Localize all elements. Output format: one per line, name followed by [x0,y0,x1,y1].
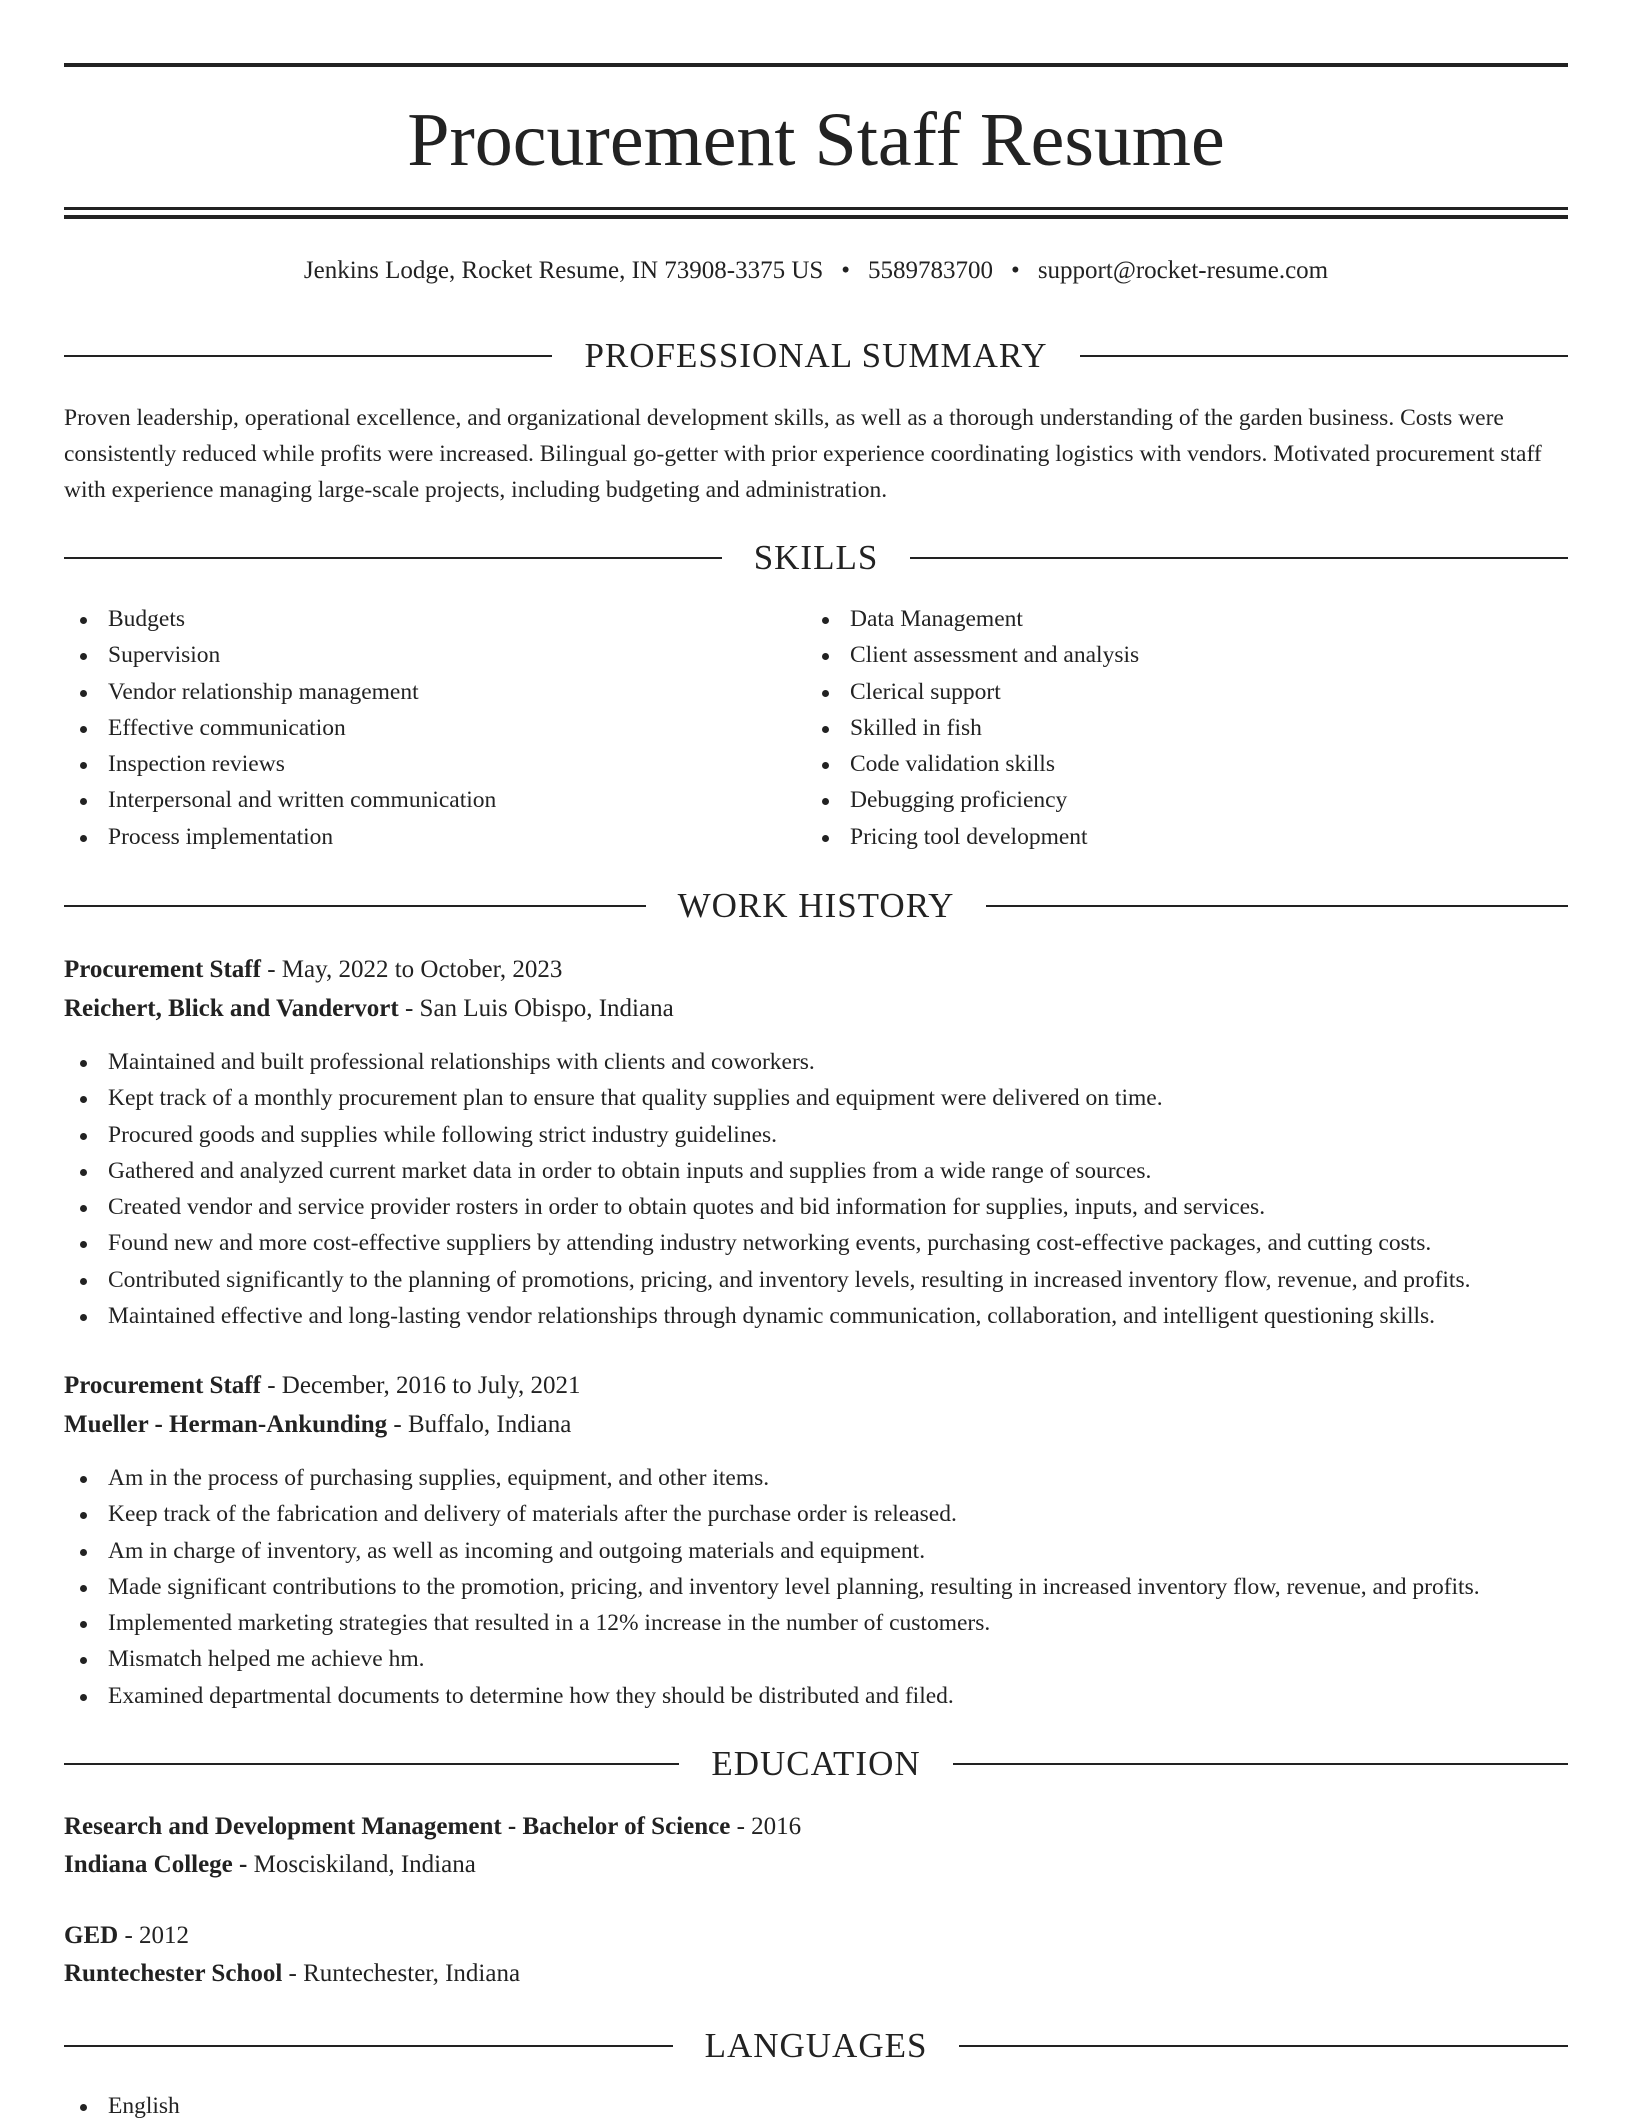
summary-text: Proven leadership, operational excellence, and organizational development skills, as well as a thorough understanding of the garden business. Costs were consistently reduced while profits were increased. Bilingual go-getter with prior experience coordinating logistics with vendors. Motivated procurement staff with experience managing large-scale projects, including budgeting and administration. [64,405,1542,503]
education-school-line [64,1848,476,1882]
skill-item: Pricing tool development [806,819,1139,855]
job-company: Mueller - Herman-Ankunding [64,1411,388,1438]
section-heading-work [64,886,1568,926]
heading-rule [986,905,1568,907]
heading-rule [64,557,722,559]
skill-item: Process implementation [64,819,496,855]
education-year: - 2016 [730,1813,802,1840]
job-dates: - December, 2016 to July, 2021 [260,1372,581,1399]
job-bullet: Keep track of the fabrication and delivery of materials after the purchase order is released. [64,1496,1584,1532]
languages-list [64,2088,1584,2124]
job-company-line [64,992,674,1026]
education-location: - Runtechester, Indiana [282,1960,521,1987]
job-bullet: Found new and more cost-effective suppliers by attending industry networking events, purchasing cost-effective packages, and cutting costs. [64,1225,1584,1261]
job-location: - San Luis Obispo, Indiana [398,995,674,1022]
heading-rule [953,1763,1568,1765]
contact-email: support@rocket-resume.com [1037,257,1329,284]
skill-item: Client assessment and analysis [806,637,1139,673]
contact-line [0,254,1632,288]
skill-item: Effective communication [64,710,496,746]
job-bullet: Mismatch helped me achieve hm. [64,1641,1584,1677]
skill-item: Data Management [806,601,1139,637]
section-heading-languages [64,2026,1568,2066]
job-bullet: Maintained effective and long-lasting vendor relationships through dynamic communication, collaboration, and intelligent questioning skills. [64,1298,1584,1334]
skill-item: Interpersonal and written communication [64,782,496,818]
skill-item: Supervision [64,637,496,673]
skill-item: Debugging proficiency [806,782,1139,818]
education-degree-line [64,1810,801,1844]
skills-list-left [64,601,496,855]
job-bullet: Implemented marketing strategies that resulted in a 12% increase in the number of customers. [64,1605,1584,1641]
education-year: - 2012 [118,1922,190,1949]
job-bullet: Made significant contributions to the promotion, pricing, and inventory level planning, resulting in increased inventory flow, revenue, and profits. [64,1569,1584,1605]
job-bullet: Am in charge of inventory, as well as incoming and outgoing materials and equipment. [64,1533,1584,1569]
job-company-line [64,1408,571,1442]
job-location: - Buffalo, Indiana [387,1411,572,1438]
job-bullet: Gathered and analyzed current market data in order to obtain inputs and supplies from a wide range of sources. [64,1153,1584,1189]
language-item: English [64,2088,1584,2124]
job-title: Procurement Staff [64,1372,261,1399]
skill-item: Code validation skills [806,746,1139,782]
section-heading-skills [64,538,1568,578]
skill-item: Vendor relationship management [64,674,496,710]
education-degree-line [64,1919,189,1953]
heading-label: LANGUAGES [704,2026,928,2065]
education-school: Runtechester School [64,1960,283,1987]
job-dates: - May, 2022 to October, 2023 [260,956,563,983]
skill-item: Budgets [64,601,496,637]
education-degree: Research and Development Management - Bachelor of Science [64,1813,731,1840]
top-rule [64,63,1568,67]
job-bullet: Procured goods and supplies while following strict industry guidelines. [64,1117,1584,1153]
contact-address: Jenkins Lodge, Rocket Resume, IN 73908-3375 US [303,257,824,284]
skill-item: Clerical support [806,674,1139,710]
education-location: Mosciskiland, Indiana [247,1851,476,1878]
job-title-line [64,953,562,987]
section-heading-education [64,1744,1568,1784]
skills-list-right [806,601,1139,855]
education-school-line [64,1957,520,1991]
heading-rule [910,557,1568,559]
job-company: Reichert, Blick and Vandervort [64,995,399,1022]
education-school: Indiana College - [64,1851,248,1878]
heading-rule [64,905,646,907]
contact-phone: 5589783700 [868,257,994,284]
heading-rule [64,355,552,357]
section-heading-summary [64,336,1568,376]
heading-rule [959,2045,1568,2047]
page-title: Procurement Staff Resume [407,98,1225,182]
job-bullets [64,1460,1584,1714]
job-bullet: Examined departmental documents to determine how they should be distributed and filed. [64,1678,1584,1714]
job-bullet: Kept track of a monthly procurement plan to ensure that quality supplies and equipment were delivered on time. [64,1080,1584,1116]
heading-rule [64,2045,673,2047]
skill-item: Inspection reviews [64,746,496,782]
heading-label: SKILLS [753,538,879,577]
job-bullet: Contributed significantly to the planning of promotions, pricing, and inventory levels, resulting in increased inventory flow, revenue, and profits. [64,1262,1584,1298]
job-title: Procurement Staff [64,956,261,983]
heading-rule [1080,355,1568,357]
job-title-line [64,1369,580,1403]
heading-label: WORK HISTORY [677,886,955,925]
education-degree: GED [64,1922,119,1949]
skill-item: Skilled in fish [806,710,1139,746]
job-bullet: Am in the process of purchasing supplies, equipment, and other items. [64,1460,1584,1496]
contact-separator: • [841,257,851,284]
title-rule-lower [64,215,1568,219]
job-bullet: Maintained and built professional relationships with clients and coworkers. [64,1044,1584,1080]
job-bullets [64,1044,1584,1334]
heading-label: EDUCATION [711,1744,921,1783]
job-bullet: Created vendor and service provider rosters in order to obtain quotes and bid information for supplies, inputs, and services. [64,1189,1584,1225]
contact-separator: • [1011,257,1020,284]
heading-rule [64,1763,679,1765]
heading-label: PROFESSIONAL SUMMARY [584,336,1048,375]
title-rule-upper [64,207,1568,210]
